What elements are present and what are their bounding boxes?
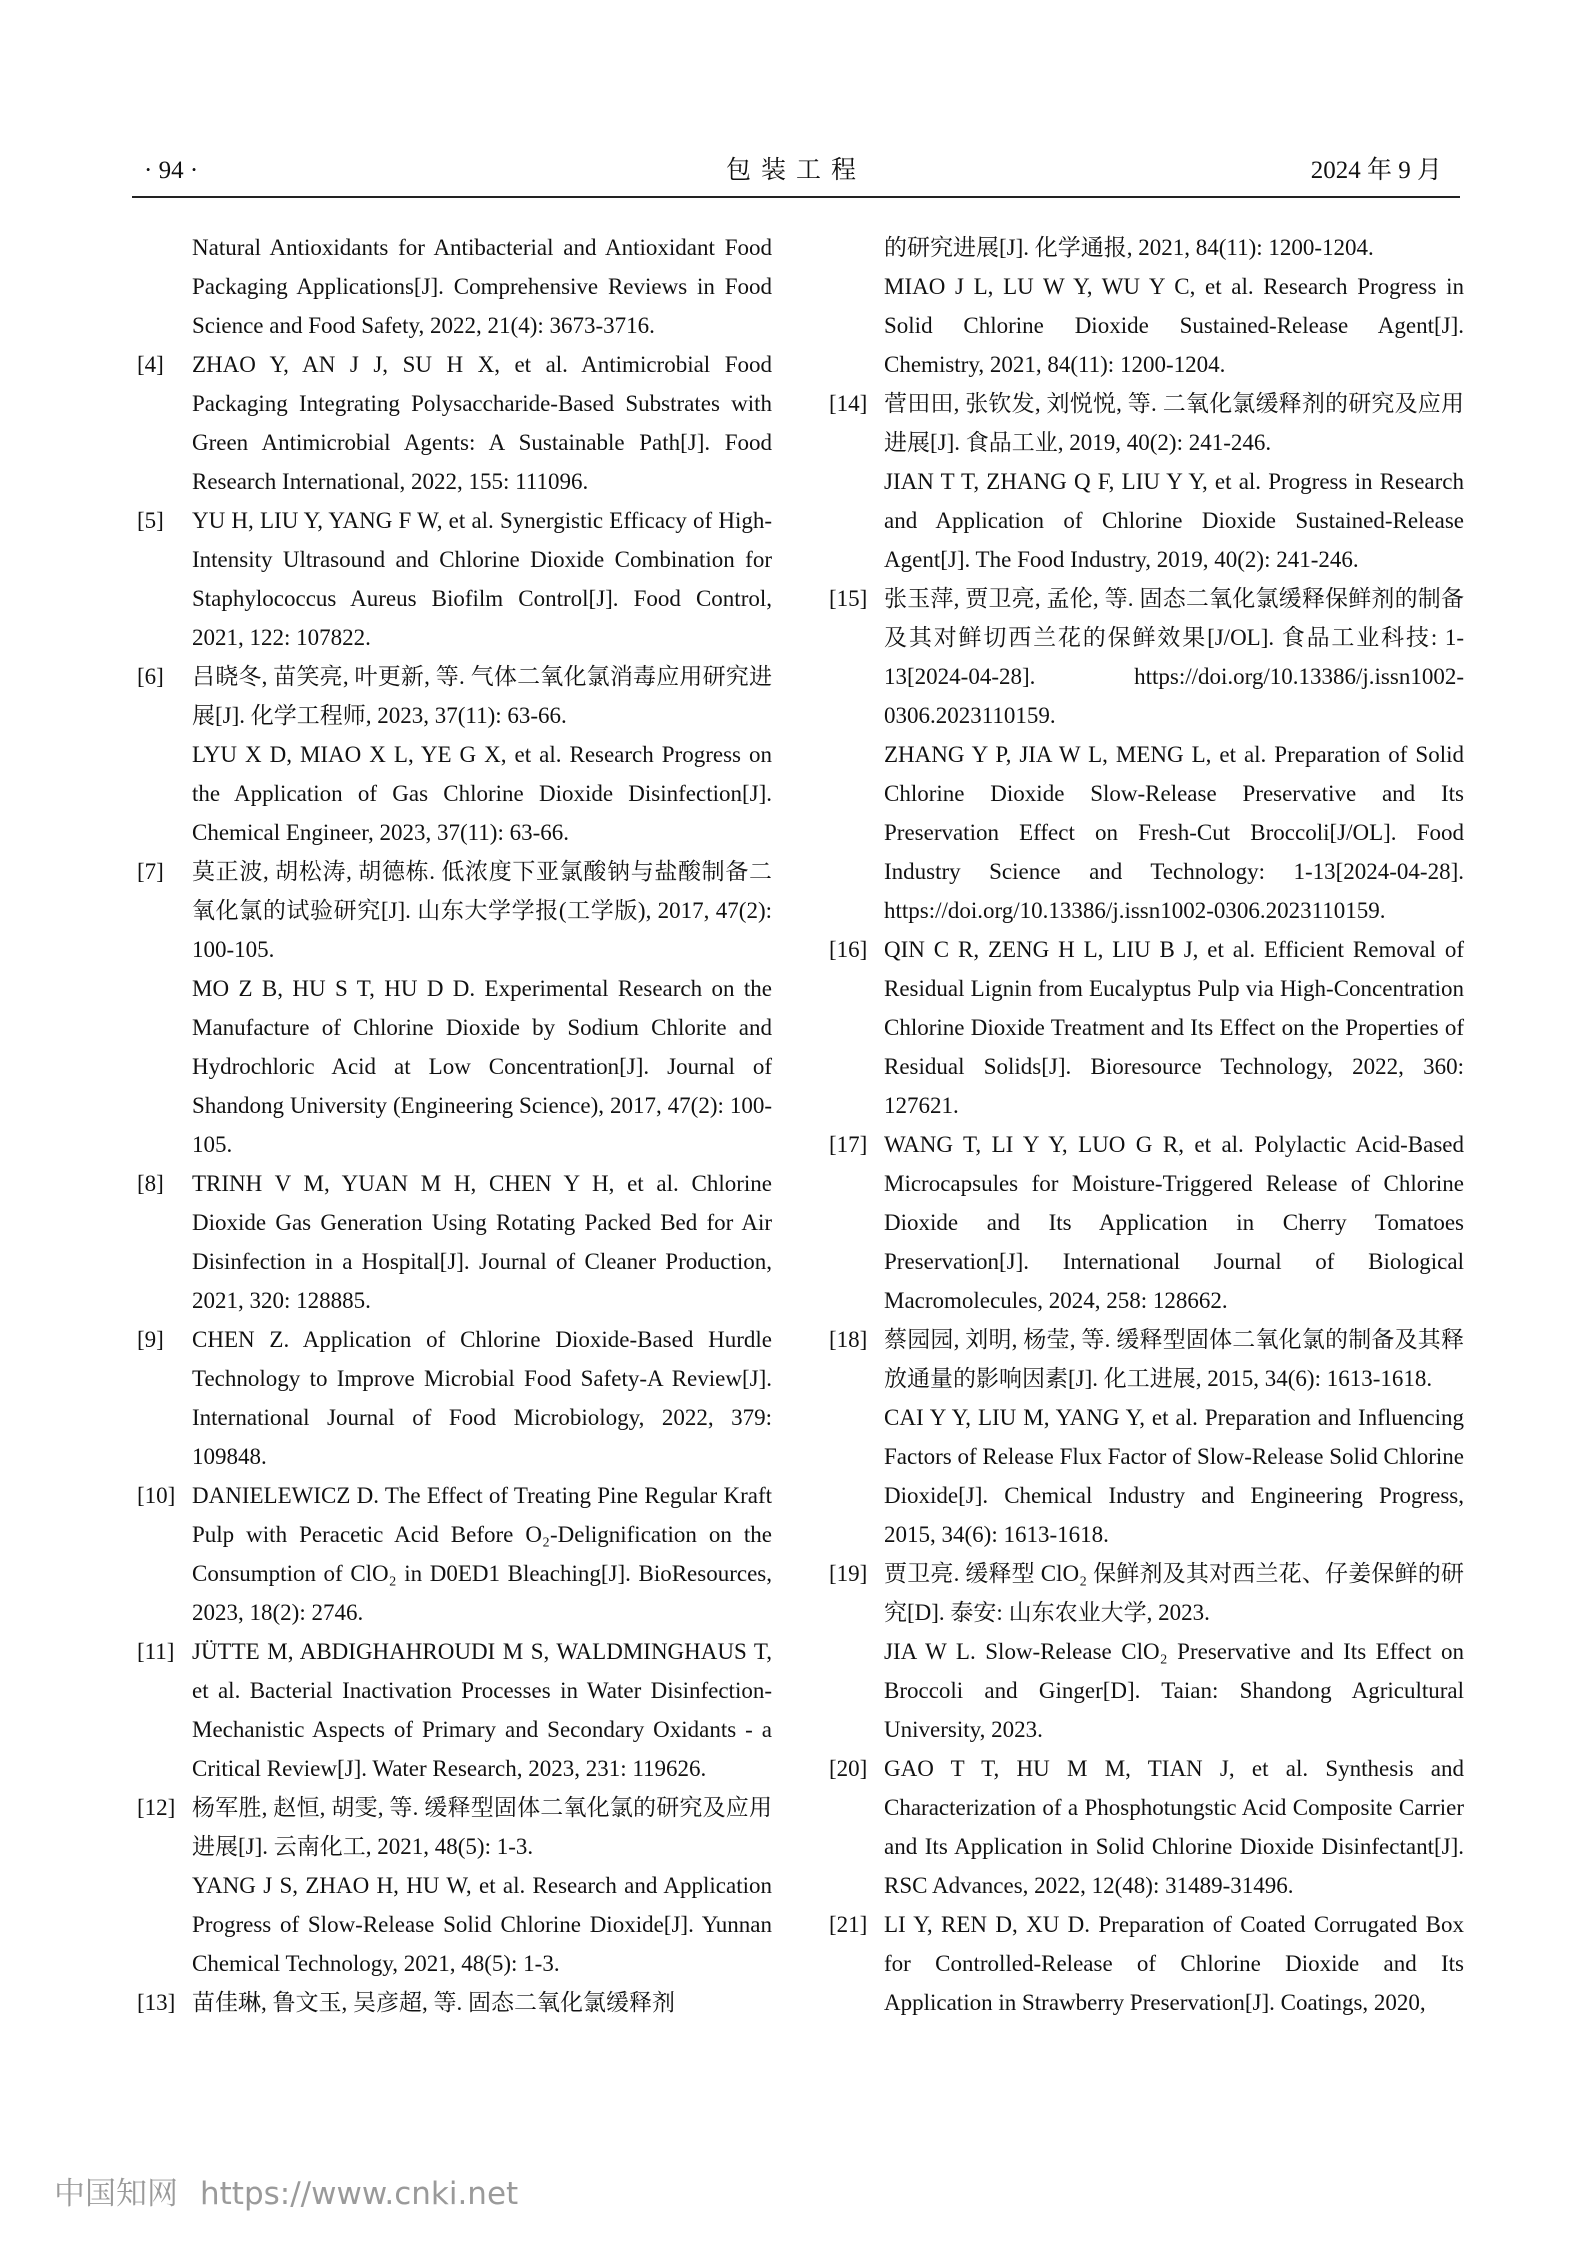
reference-paragraph: 杨军胜, 赵恒, 胡雯, 等. 缓释型固体二氧化氯的研究及应用进展[J]. 云南化工, 2021, 48(5): 1-3. [192, 1795, 772, 1859]
reference-text [884, 384, 1464, 579]
reference-paragraph: JIAN T T, ZHANG Q F, LIU Y Y, et al. Progress in Research and Application of Chlorine Dioxide Sustained-Release Agent[J]. The Food Industry, 2019, 40(2): 241-246. [884, 469, 1464, 572]
reference-item [132, 345, 772, 501]
reference-number: [10] [137, 1483, 176, 1508]
reference-number: [19] [829, 1561, 868, 1586]
reference-paragraph: 贾卫亮. 缓释型 ClO₂ 保鲜剂及其对西兰花、仔姜保鲜的研究[D]. 泰安: 山东农业大学, 2023. [884, 1561, 1464, 1625]
reference-text [192, 852, 772, 1164]
reference-text [884, 1554, 1464, 1749]
reference-item [132, 1788, 772, 1983]
reference-item [824, 1749, 1464, 1905]
reference-item [824, 228, 1464, 384]
watermark-url: https://www.cnki.net [200, 2176, 519, 2212]
reference-text [192, 501, 772, 657]
reference-item [824, 384, 1464, 579]
reference-number: [6] [137, 664, 164, 689]
reference-number: [5] [137, 508, 164, 533]
reference-paragraph: JÜTTE M, ABDIGHAHROUDI M S, WALDMINGHAUS T, et al. Bacterial Inactivation Processes in Water Disinfection-Mechanistic Aspects of Primary and Secondary Oxidants - a Critical Review[J]. Water Research, 2023, 231: 119626. [192, 1639, 772, 1781]
reference-text [884, 1749, 1464, 1905]
reference-paragraph: QIN C R, ZENG H L, LIU B J, et al. Efficient Removal of Residual Lignin from Eucalyptus Pulp via High-Concentration Chlorine Dioxide Treatment and Its Effect on the Properties of Residual Solids[J]. Bioresource Technology, 2022, 360: 127621. [884, 937, 1464, 1118]
reference-item [132, 501, 772, 657]
reference-paragraph: YANG J S, ZHAO H, HU W, et al. Research and Application Progress of Slow-Release Solid Chlorine Dioxide[J]. Yunnan Chemical Technology, 2021, 48(5): 1-3. [192, 1873, 772, 1976]
reference-paragraph: CHEN Z. Application of Chlorine Dioxide-Based Hurdle Technology to Improve Microbial Food Safety-A Review[J]. International Journal of Food Microbiology, 2022, 379: 109848. [192, 1327, 772, 1469]
reference-item [824, 1320, 1464, 1554]
reference-paragraph: 莫正波, 胡松涛, 胡德栋. 低浓度下亚氯酸钠与盐酸制备二氧化氯的试验研究[J]. 山东大学学报(工学版), 2017, 47(2): 100-105. [192, 859, 772, 962]
reference-number: [8] [137, 1171, 164, 1196]
reference-item [132, 657, 772, 852]
reference-paragraph: TRINH V M, YUAN M H, CHEN Y H, et al. Chlorine Dioxide Gas Generation Using Rotating Packed Bed for Air Disinfection in a Hospital[J]. Journal of Cleaner Production, 2021, 320: 128885. [192, 1171, 772, 1313]
reference-paragraph: 张玉萍, 贾卫亮, 孟伦, 等. 固态二氧化氯缓释保鲜剂的制备及其对鲜切西兰花的保鲜效果[J/OL]. 食品工业科技: 1-13[2024-04-28]. https://doi.org/10.13386/j.issn1002- 0306.2023110159. [884, 586, 1464, 728]
reference-text [192, 1320, 772, 1476]
reference-text [884, 930, 1464, 1125]
issue-date: 2024 年 9 月 [1310, 157, 1442, 184]
reference-paragraph: 蔡园园, 刘明, 杨莹, 等. 缓释型固体二氧化氯的制备及其释放通量的影响因素[J]. 化工进展, 2015, 34(6): 1613-1618. [884, 1327, 1464, 1391]
reference-number: [13] [137, 1990, 176, 2015]
reference-paragraph: ZHAO Y, AN J J, SU H X, et al. Antimicrobial Food Packaging Integrating Polysaccharide-Based Substrates with Green Antimicrobial Agents: A Sustainable Path[J]. Food Research International, 2022, 155: 111096. [192, 352, 772, 494]
reference-item [824, 930, 1464, 1125]
reference-number: [17] [829, 1132, 868, 1157]
reference-text [192, 1632, 772, 1788]
reference-text [192, 228, 772, 345]
journal-title: 包装工程 [725, 157, 866, 184]
reference-paragraph: MIAO J L, LU W Y, WU Y C, et al. Research Progress in Solid Chlorine Dioxide Sustained-Release Agent[J]. Chemistry, 2021, 84(11): 1200-1204. [884, 274, 1464, 377]
reference-paragraph: 的研究进展[J]. 化学通报, 2021, 84(11): 1200-1204. [884, 235, 1374, 260]
reference-text [192, 345, 772, 501]
watermark-logo-text: 中国知网 [54, 2176, 178, 2212]
reference-item [132, 1983, 772, 2022]
reference-text [884, 228, 1464, 384]
reference-paragraph: CAI Y Y, LIU M, YANG Y, et al. Preparation and Influencing Factors of Release Flux Factor of Slow-Release Solid Chlorine Dioxide[J]. Chemical Industry and Engineering Progress, 2015, 34(6): 1613-1618. [884, 1405, 1465, 1547]
reference-item [132, 1632, 772, 1788]
reference-number: [12] [137, 1795, 176, 1820]
reference-number: [4] [137, 352, 164, 377]
reference-item [824, 579, 1464, 930]
reference-column-left [132, 228, 772, 2022]
reference-number: [9] [137, 1327, 164, 1352]
reference-number: [20] [829, 1756, 868, 1781]
reference-item [824, 1125, 1464, 1320]
reference-item [824, 1905, 1464, 2022]
reference-paragraph: 吕晓冬, 苗笑亮, 叶更新, 等. 气体二氧化氯消毒应用研究进展[J]. 化学工程师, 2023, 37(11): 63-66. [192, 664, 772, 728]
reference-paragraph: 菅田田, 张钦发, 刘悦悦, 等. 二氧化氯缓释剂的研究及应用进展[J]. 食品工业, 2019, 40(2): 241-246. [884, 391, 1464, 455]
reference-paragraph: GAO T T, HU M M, TIAN J, et al. Synthesis and Characterization of a Phosphotungstic Acid Composite Carrier and Its Application in Solid Chlorine Dioxide Disinfectant[J]. RSC Advances, 2022, 12(48): 31489-31496. [884, 1756, 1464, 1898]
reference-item [132, 852, 772, 1164]
reference-number: [7] [137, 859, 164, 884]
page-number: · 94 · [144, 157, 199, 184]
reference-number: [18] [829, 1327, 868, 1352]
reference-number: [16] [829, 937, 868, 962]
reference-text [192, 657, 772, 852]
reference-text [192, 1476, 772, 1632]
reference-paragraph: LI Y, REN D, XU D. Preparation of Coated Corrugated Box for Controlled-Release of Chlorine Dioxide and Its Application in Strawberry Preservation[J]. Coatings, 2020, [884, 1912, 1464, 2015]
reference-text [884, 1320, 1464, 1554]
reference-paragraph: Natural Antioxidants for Antibacterial and Antioxidant Food Packaging Applications[J]. Comprehensive Reviews in Food Science and Food Safety, 2022, 21(4): 3673-3716. [192, 235, 772, 338]
reference-number: [21] [829, 1912, 868, 1937]
reference-paragraph: JIA W L. Slow-Release ClO₂ Preservative and Its Effect on Broccoli and Ginger[D]. Taian: Shandong Agricultural University, 2023. [884, 1639, 1464, 1742]
reference-paragraph: MO Z B, HU S T, HU D D. Experimental Research on the Manufacture of Chlorine Dioxide by Sodium Chlorite and Hydrochloric Acid at Low Concentration[J]. Journal of Shandong University (Engineering Science), 2017, 47(2): 100-105. [192, 976, 772, 1157]
reference-paragraph: DANIELEWICZ D. The Effect of Treating Pine Regular Kraft Pulp with Peracetic Acid Before O₂-Delignification on the Consumption of ClO₂ in D0ED1 Bleaching[J]. BioResources, 2023, 18(2): 2746. [192, 1483, 772, 1625]
reference-text [884, 1905, 1464, 2022]
reference-item [132, 1164, 772, 1320]
cnki-watermark [54, 2168, 518, 2213]
reference-column-right [824, 228, 1464, 2022]
reference-paragraph: 苗佳琳, 鲁文玉, 吴彦超, 等. 固态二氧化氯缓释剂 [192, 1990, 675, 2015]
page-header [132, 150, 1460, 198]
reference-text [192, 1983, 772, 2022]
reference-paragraph: ZHANG Y P, JIA W L, MENG L, et al. Preparation of Solid Chlorine Dioxide Slow-Release Preservative and Its Preservation Effect on Fresh-Cut Broccoli[J/OL]. Food Industry Science and Technology: 1-13[2024-04-28]. https://doi.org/10.13386/j.issn1002-0306.2023110159. [884, 742, 1464, 923]
reference-paragraph: LYU X D, MIAO X L, YE G X, et al. Research Progress on the Application of Gas Chlorine Dioxide Disinfection[J]. Chemical Engineer, 2023, 37(11): 63-66. [192, 742, 772, 845]
reference-number: [14] [829, 391, 868, 416]
reference-text [192, 1164, 772, 1320]
reference-number: [11] [137, 1639, 175, 1664]
reference-number: [15] [829, 586, 868, 611]
reference-item [132, 1320, 772, 1476]
reference-text [884, 1125, 1464, 1320]
reference-text [884, 579, 1464, 930]
reference-text [192, 1788, 772, 1983]
reference-paragraph: WANG T, LI Y Y, LUO G R, et al. Polylactic Acid-Based Microcapsules for Moisture-Triggered Release of Chlorine Dioxide and Its Application in Cherry Tomatoes Preservation[J]. International Journal of Biological Macromolecules, 2024, 258: 128662. [884, 1132, 1464, 1313]
reference-item [132, 228, 772, 345]
reference-item [132, 1476, 772, 1632]
reference-paragraph: YU H, LIU Y, YANG F W, et al. Synergistic Efficacy of High-Intensity Ultrasound and Chlorine Dioxide Combination for Staphylococcus Aureus Biofilm Control[J]. Food Control, 2021, 122: 107822. [192, 508, 772, 650]
reference-item [824, 1554, 1464, 1749]
